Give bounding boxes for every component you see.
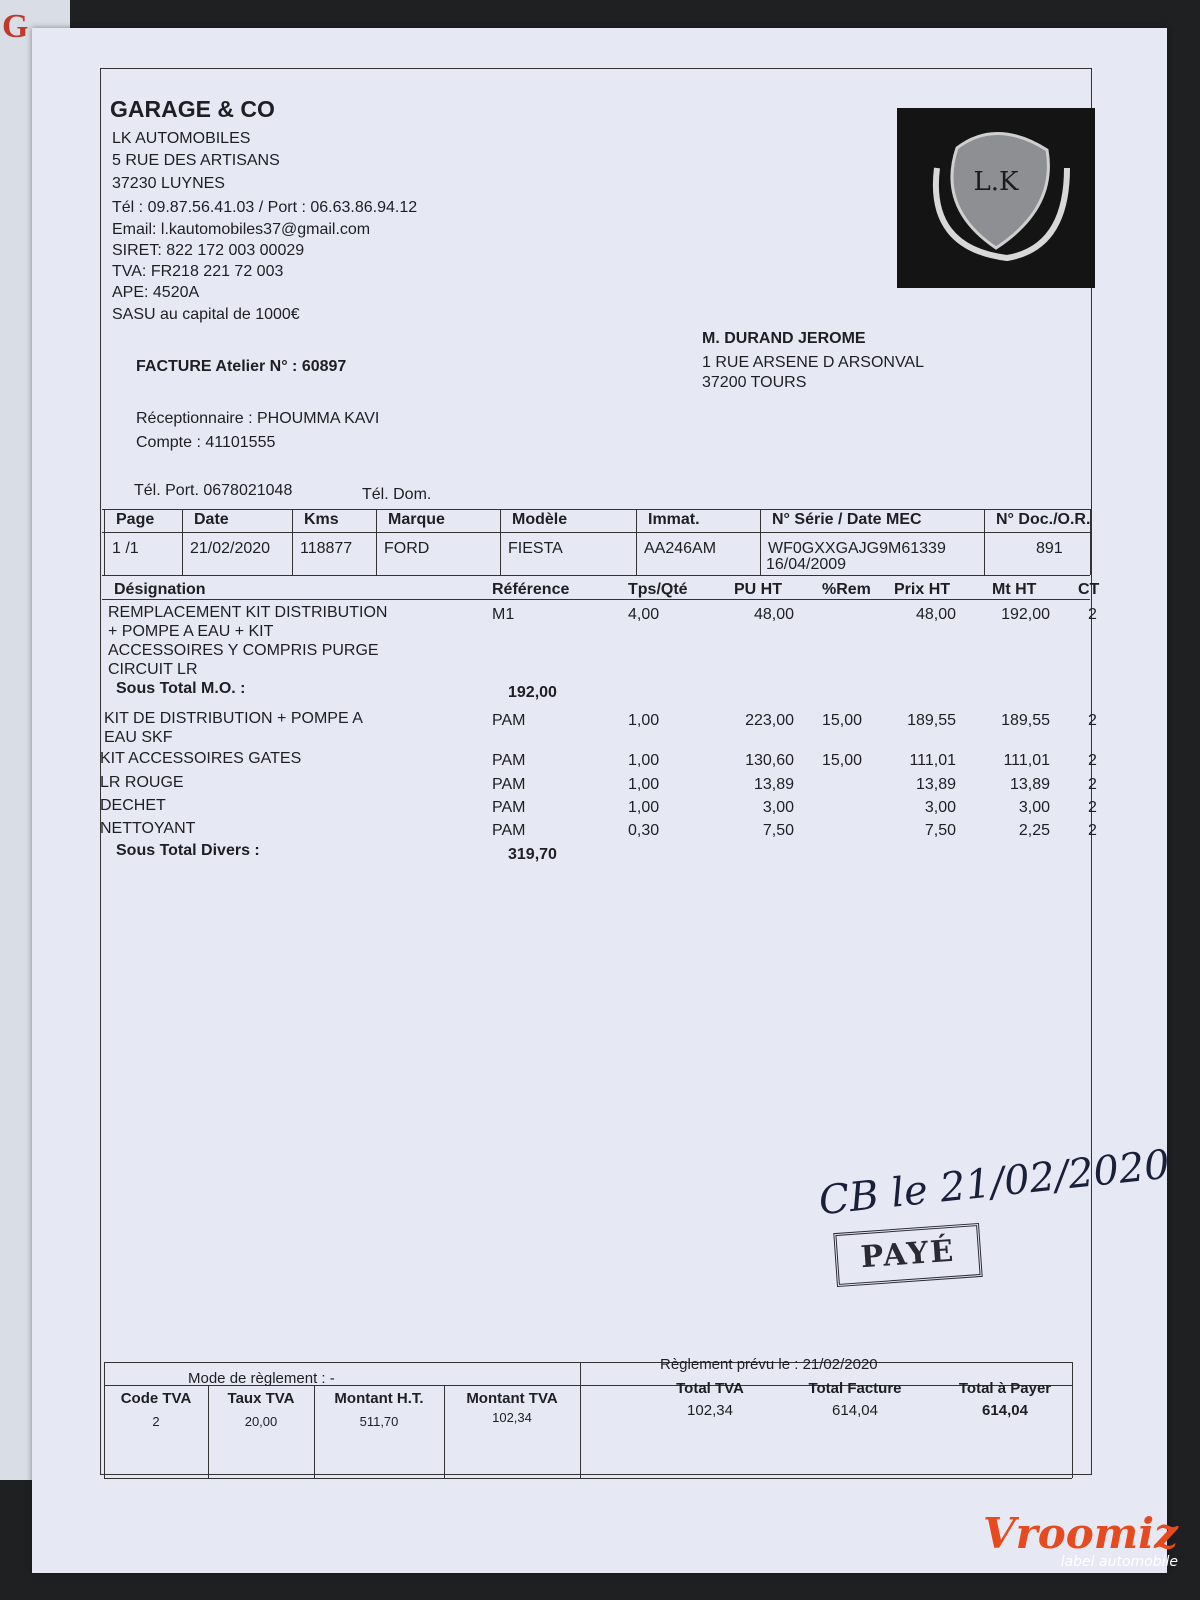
total-value: 614,04 [982, 1402, 1028, 1419]
vehicle-value: 118877 [300, 540, 353, 557]
line-designation: EAU SKF [104, 729, 173, 746]
vehicle-value: 891 [1036, 540, 1063, 557]
line-amount: 111,01 [1003, 752, 1050, 769]
line-designation: NETTOYANT [100, 820, 196, 837]
line-designation: ACCESSOIRES Y COMPRIS PURGE [108, 642, 379, 659]
column-header: %Rem [822, 581, 871, 598]
vroomiz-watermark [983, 1509, 1178, 1570]
line-designation: LR ROUGE [100, 774, 184, 791]
vehicle-value: 1 /1 [112, 540, 139, 557]
total-value: 614,04 [832, 1402, 878, 1419]
line-ct: 2 [1088, 822, 1097, 839]
subtotal-divers-value: 319,70 [508, 846, 557, 863]
vat-value: 102,34 [492, 1410, 532, 1425]
column-header: Tps/Qté [628, 581, 688, 598]
line-unit-price: 48,00 [753, 606, 794, 623]
company-line: TVA: FR218 221 72 003 [112, 263, 284, 280]
line-price: 13,89 [915, 776, 956, 793]
vat-value: 511,70 [359, 1414, 399, 1429]
tel-dom: Tél. Dom. [362, 486, 432, 503]
vat-value: 20,00 [244, 1414, 278, 1429]
line-ct: 2 [1088, 776, 1097, 793]
line-reference: PAM [492, 776, 526, 793]
paid-stamp: PAYÉ [833, 1223, 982, 1287]
vat-value: 2 [152, 1414, 160, 1429]
company-line: Tél : 09.87.56.41.03 / Port : 06.63.86.94.12 [112, 199, 418, 216]
background-letter: G [2, 8, 29, 45]
line-amount: 3,00 [1018, 799, 1050, 816]
total-header: Total à Payer [958, 1380, 1052, 1397]
vehicle-date-mec: 16/04/2009 [766, 556, 847, 573]
vehicle-value: WF0GXXGAJG9M61339 [768, 540, 946, 557]
line-designation: KIT DE DISTRIBUTION + POMPE A [104, 710, 363, 727]
watermark-tagline: label automobile [1060, 1554, 1178, 1570]
svg-text:L.K: L.K [973, 167, 1019, 197]
line-quantity: 1,00 [628, 776, 660, 793]
line-price: 48,00 [915, 606, 956, 623]
handwritten-payment-note: CB le 21/02/2020 [816, 1141, 1172, 1225]
line-designation: CIRCUIT LR [108, 661, 198, 678]
line-ct: 2 [1088, 606, 1097, 623]
line-price: 3,00 [924, 799, 956, 816]
company-line: 5 RUE DES ARTISANS [112, 152, 280, 169]
line-reference: M1 [492, 606, 515, 623]
vat-header: Montant TVA [466, 1390, 558, 1407]
line-designation: KIT ACCESSOIRES GATES [100, 750, 302, 767]
column-header: CT [1078, 581, 1100, 598]
line-quantity: 1,00 [628, 799, 660, 816]
line-designation: REMPLACEMENT KIT DISTRIBUTION [108, 604, 388, 621]
line-unit-price: 130,60 [745, 752, 794, 769]
account-number: Compte : 41101555 [136, 434, 276, 451]
line-amount: 2,25 [1018, 822, 1050, 839]
company-logo [897, 108, 1095, 288]
line-amount: 13,89 [1009, 776, 1050, 793]
line-amount: 192,00 [1001, 606, 1050, 623]
company-line: SIRET: 822 172 003 00029 [112, 242, 305, 259]
line-quantity: 4,00 [628, 606, 660, 623]
vat-header: Montant H.T. [334, 1390, 424, 1407]
vehicle-header: Date [194, 511, 229, 528]
vehicle-header: Marque [388, 511, 445, 528]
total-header: Total Facture [808, 1380, 902, 1397]
vehicle-header: Modèle [512, 511, 568, 528]
tel-port: Tél. Port. 0678021048 [134, 482, 293, 499]
line-price: 7,50 [924, 822, 956, 839]
line-quantity: 1,00 [628, 752, 660, 769]
client-address-line1: 1 RUE ARSENE D ARSONVAL [702, 354, 924, 371]
company-name: GARAGE & CO [110, 96, 275, 122]
vehicle-value: AA246AM [644, 540, 717, 557]
line-unit-price: 13,89 [753, 776, 794, 793]
line-designation: DECHET [100, 797, 166, 814]
company-line: SASU au capital de 1000€ [112, 306, 300, 323]
subtotal-mo-label: Sous Total M.O. : [116, 680, 246, 697]
column-header: Mt HT [992, 581, 1037, 598]
client-address-line2: 37200 TOURS [702, 374, 807, 391]
company-line: LK AUTOMOBILES [112, 130, 251, 147]
line-reference: PAM [492, 822, 526, 839]
line-ct: 2 [1088, 752, 1097, 769]
payment-due: Règlement prévu le : 21/02/2020 [660, 1356, 878, 1373]
total-value: 102,34 [687, 1402, 733, 1419]
line-quantity: 1,00 [628, 712, 660, 729]
vat-header: Taux TVA [227, 1390, 295, 1407]
line-quantity: 0,30 [628, 822, 660, 839]
invoice-number: FACTURE Atelier N° : 60897 [136, 358, 347, 375]
line-unit-price: 3,00 [762, 799, 794, 816]
column-header: Désignation [114, 581, 206, 598]
line-unit-price: 7,50 [762, 822, 794, 839]
vehicle-header: N° Série / Date MEC [772, 511, 922, 528]
subtotal-mo-value: 192,00 [508, 684, 557, 701]
line-amount: 189,55 [1001, 712, 1050, 729]
company-line: 37230 LUYNES [112, 175, 225, 192]
vehicle-value: FORD [384, 540, 430, 557]
payment-mode: Mode de règlement : - [188, 1370, 335, 1387]
line-price: 189,55 [907, 712, 956, 729]
vehicle-header: N° Doc./O.R. [996, 511, 1091, 528]
column-header: Référence [492, 581, 570, 598]
subtotal-divers-label: Sous Total Divers : [116, 842, 260, 859]
line-discount: 15,00 [822, 752, 863, 769]
vehicle-value: 21/02/2020 [190, 540, 271, 557]
line-reference: PAM [492, 752, 526, 769]
line-reference: PAM [492, 799, 526, 816]
vehicle-value: FIESTA [508, 540, 563, 557]
receptionist: Réceptionnaire : PHOUMMA KAVI [136, 410, 380, 427]
line-designation: + POMPE A EAU + KIT [108, 623, 274, 640]
line-price: 111,01 [909, 752, 956, 769]
vehicle-header: Immat. [648, 511, 700, 528]
vehicle-header: Kms [304, 511, 339, 528]
total-header: Total TVA [676, 1380, 744, 1397]
column-header: PU HT [734, 581, 782, 598]
watermark-name: Vroomiz [983, 1509, 1178, 1558]
vat-header: Code TVA [120, 1390, 192, 1407]
line-discount: 15,00 [822, 712, 863, 729]
company-line: APE: 4520A [112, 284, 200, 301]
client-name: M. DURAND JEROME [702, 330, 866, 347]
line-ct: 2 [1088, 712, 1097, 729]
line-unit-price: 223,00 [745, 712, 794, 729]
line-reference: PAM [492, 712, 526, 729]
line-ct: 2 [1088, 799, 1097, 816]
column-header: Prix HT [894, 581, 951, 598]
vehicle-header: Page [116, 511, 155, 528]
company-line: Email: l.kautomobiles37@gmail.com [112, 221, 371, 238]
